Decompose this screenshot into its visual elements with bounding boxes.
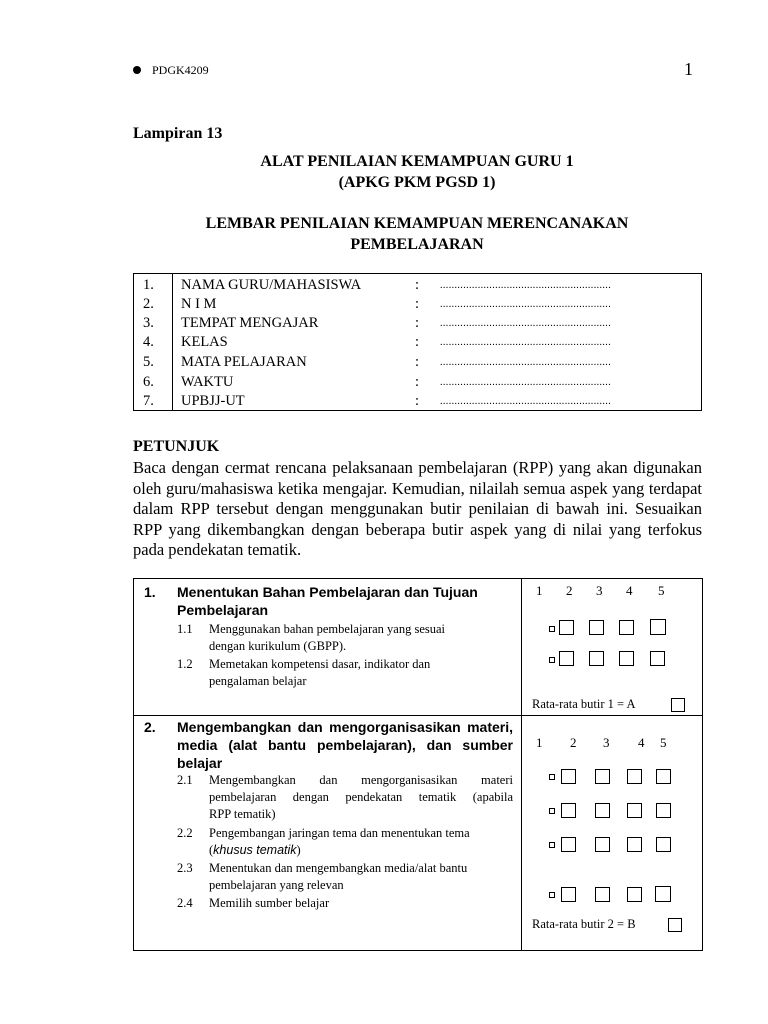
row-fill-line[interactable]: ........................................................... [440, 396, 612, 407]
identity-row-kelas [134, 333, 701, 352]
row-number: 7. [143, 393, 154, 409]
section-2-number: 2. [144, 719, 156, 735]
row-label: TEMPAT MENGAJAR [181, 315, 319, 331]
scale-label-2: 2 [570, 735, 577, 750]
row-number: 5. [143, 354, 154, 370]
assessment-table [133, 578, 703, 951]
course-code: PDGK4209 [152, 63, 209, 77]
checkbox-2-2-score-2[interactable] [595, 803, 610, 818]
row-colon: : [415, 277, 420, 293]
item-number: 1.1 [177, 622, 193, 636]
item-text: Menggunakan bahan pembelajaran yang sesuai [209, 622, 446, 636]
checkbox-1-2-score-2[interactable] [589, 651, 604, 666]
identity-row-nim [134, 295, 701, 314]
row-label: KELAS [181, 334, 228, 350]
section-2-title-line-3: belajar [177, 755, 223, 771]
item-text: pembelajaran dengan pendekatan tematik (apabila [209, 790, 513, 804]
row-label: N I M [181, 296, 217, 312]
row-label: NAMA GURU/MAHASISWA [181, 277, 362, 293]
row-number: 6. [143, 374, 154, 390]
checkbox-2-2-score-1[interactable] [561, 803, 576, 818]
checkbox-2-2-score-3[interactable] [627, 803, 642, 818]
checkbox-2-1-score-2[interactable] [595, 769, 610, 784]
checkbox-2-4-small[interactable] [549, 892, 555, 898]
checkbox-2-4-score-1[interactable] [561, 887, 576, 902]
paren-close: ) [296, 843, 301, 857]
scale-label-5: 5 [658, 583, 665, 598]
row-fill-line[interactable]: ........................................................... [440, 280, 612, 291]
item-number: 1.2 [177, 657, 193, 671]
item-text: pengalaman belajar [209, 674, 307, 688]
section-2-title-line-2: media (alat bantu pembelajaran), dan sumber [177, 737, 513, 753]
row-colon: : [415, 296, 420, 312]
checkbox-1-2-score-4[interactable] [650, 651, 665, 666]
average-box-b[interactable] [668, 918, 682, 932]
item-number: 2.1 [177, 773, 193, 787]
identity-row-mapel [134, 353, 701, 372]
checkbox-2-1-small[interactable] [549, 774, 555, 780]
average-box-a[interactable] [671, 698, 685, 712]
row-number: 3. [143, 315, 154, 331]
item-number: 2.2 [177, 826, 193, 840]
checkbox-2-3-score-3[interactable] [627, 837, 642, 852]
row-label: MATA PELAJARAN [181, 354, 307, 370]
row-colon: : [415, 354, 420, 370]
item-text: dengan kurikulum (GBPP). [209, 639, 347, 653]
section-2-title-line-1: Mengembangkan dan mengorganisasikan materi, [177, 719, 513, 735]
checkbox-2-3-score-4[interactable] [656, 837, 671, 852]
scale-label-2: 2 [566, 583, 573, 598]
bullet-icon [133, 66, 141, 74]
lampiran-label: Lampiran 13 [133, 125, 223, 142]
checkbox-1-2-score-1[interactable] [559, 651, 574, 666]
checkbox-1-2-small[interactable] [549, 657, 555, 663]
checkbox-2-4-score-3[interactable] [627, 887, 642, 902]
checkbox-2-4-score-4[interactable] [655, 886, 671, 902]
item-text: Mengembangkan dan mengorganisasikan materi [209, 773, 513, 787]
row-number: 1. [143, 277, 154, 293]
average-label-b: Rata-rata butir 2 = B [532, 917, 636, 931]
petunjuk-heading: PETUNJUK [133, 438, 220, 455]
scale-label-4: 4 [626, 583, 633, 598]
average-label-a: Rata-rata butir 1 = A [532, 697, 636, 711]
scale-label-1: 1 [536, 583, 543, 598]
section-1-title-line-1: Menentukan Bahan Pembelajaran dan Tujuan [177, 584, 478, 600]
item-text: pembelajaran yang relevan [209, 878, 344, 892]
row-fill-line[interactable]: ........................................................... [440, 357, 612, 368]
identity-row-name [134, 276, 701, 295]
column-divider [521, 579, 522, 950]
checkbox-1-1-score-2[interactable] [589, 620, 604, 635]
row-colon: : [415, 315, 420, 331]
row-label: WAKTU [181, 374, 234, 390]
item-number: 2.4 [177, 896, 193, 910]
section-1-title-line-2: Pembelajaran [177, 602, 269, 618]
row-fill-line[interactable]: ........................................................... [440, 337, 612, 348]
italic-text: khusus tematik [213, 843, 297, 857]
checkbox-2-3-score-1[interactable] [561, 837, 576, 852]
row-number: 4. [143, 334, 154, 350]
checkbox-2-2-small[interactable] [549, 808, 555, 814]
paren-open: ( [209, 843, 214, 857]
checkbox-2-1-score-3[interactable] [627, 769, 642, 784]
page-number: 1 [684, 59, 693, 79]
petunjuk-text: Baca dengan cermat rencana pelaksanaan pembelajaran (RPP) yang akan digunakan oleh guru/mahasiswa ketika mengajar. Kemudian, nilailah semua aspek yang terdapat dalam RPP tersebut dengan menggunakan butir penilaian di bawah ini. Sesuaikan RPP yang dikembangkan dengan beberapa butir aspek yang di nilai yang terfokus pada pendekatan tematik. [133, 458, 702, 559]
title-line-2: (APKG PKM PGSD 1) [338, 174, 496, 191]
scale-label-1: 1 [536, 735, 543, 750]
subtitle-line-2: PEMBELAJARAN [350, 236, 484, 253]
scale-label-3: 3 [596, 583, 603, 598]
item-text: Memetakan kompetensi dasar, indikator dan [209, 657, 431, 671]
scale-label-5: 5 [660, 735, 667, 750]
checkbox-2-1-score-1[interactable] [561, 769, 576, 784]
row-colon: : [415, 334, 420, 350]
checkbox-1-1-small[interactable] [549, 626, 555, 632]
checkbox-2-3-score-2[interactable] [595, 837, 610, 852]
item-text-line-2 [209, 842, 301, 859]
identity-table [133, 273, 702, 411]
checkbox-2-1-score-4[interactable] [656, 769, 671, 784]
scale-label-4: 4 [638, 735, 645, 750]
checkbox-1-2-score-3[interactable] [619, 651, 634, 666]
item-text: RPP tematik) [209, 807, 276, 821]
scale-label-3: 3 [603, 735, 610, 750]
title-line-1: ALAT PENILAIAN KEMAMPUAN GURU 1 [260, 153, 574, 170]
checkbox-1-1-score-3[interactable] [619, 620, 634, 635]
subtitle-line-1: LEMBAR PENILAIAN KEMAMPUAN MERENCANAKAN [205, 215, 629, 232]
checkbox-1-1-score-1[interactable] [559, 620, 574, 635]
row-colon: : [415, 374, 420, 390]
row-colon: : [415, 393, 420, 409]
row-number: 2. [143, 296, 154, 312]
checkbox-2-4-score-2[interactable] [595, 887, 610, 902]
checkbox-2-3-small[interactable] [549, 842, 555, 848]
row-fill-line[interactable]: ........................................................... [440, 299, 612, 310]
identity-row-upbjj [134, 392, 701, 411]
checkbox-2-2-score-4[interactable] [656, 803, 671, 818]
identity-row-waktu [134, 373, 701, 392]
row-divider [134, 715, 702, 716]
item-number: 2.3 [177, 861, 193, 875]
checkbox-1-1-score-4[interactable] [650, 619, 666, 635]
item-text: Memilih sumber belajar [209, 896, 330, 910]
item-text: Pengembangan jaringan tema dan menentukan tema [209, 826, 470, 840]
section-1-number: 1. [144, 584, 156, 600]
row-label: UPBJJ-UT [181, 393, 245, 409]
item-text: Menentukan dan mengembangkan media/alat bantu [209, 861, 468, 875]
row-fill-line[interactable]: ........................................................... [440, 318, 612, 329]
identity-row-tempat [134, 314, 701, 333]
row-fill-line[interactable]: ........................................................... [440, 377, 612, 388]
